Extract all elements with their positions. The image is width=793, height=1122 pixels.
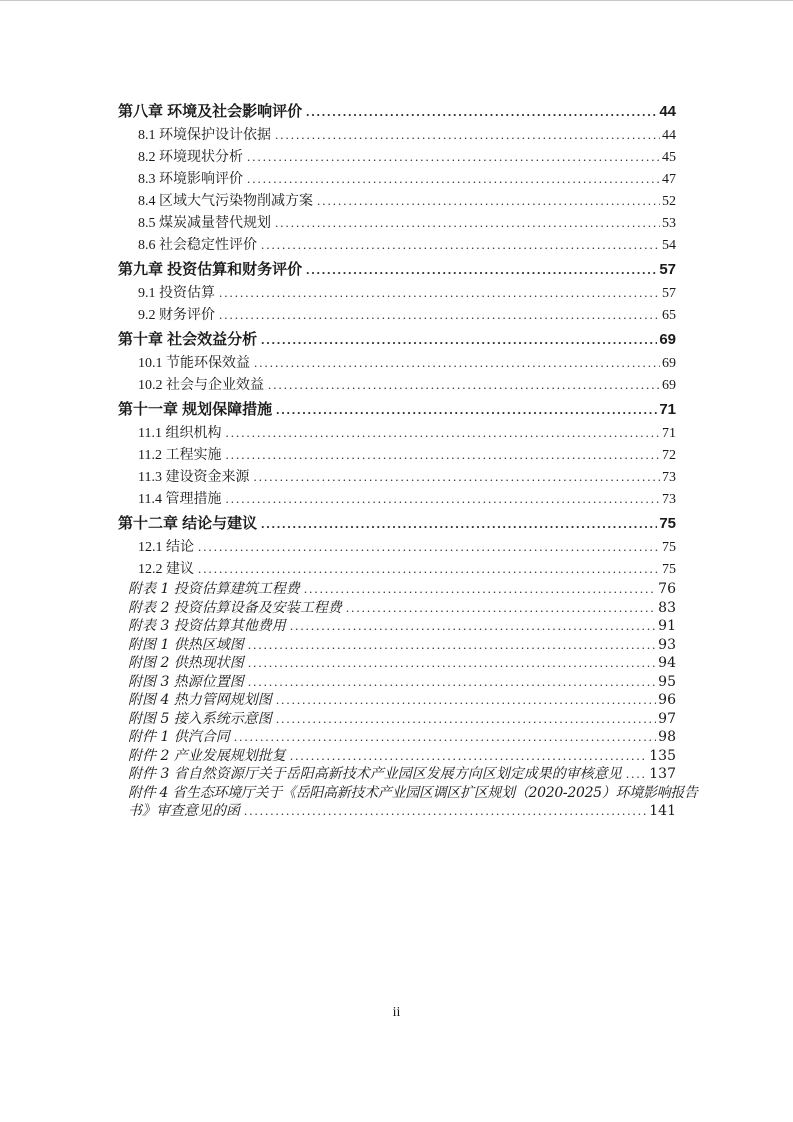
toc-entry-label: 8.3 环境影响评价	[138, 172, 243, 187]
toc-entry-page: 57	[662, 286, 676, 301]
toc-leader-dots	[225, 422, 660, 444]
toc-entry-label: 10.1 节能环保效益	[138, 356, 250, 371]
toc-entry-label: 8.6 社会稳定性评价	[138, 238, 257, 253]
toc-entry-label: 8.4 区域大气污染物削减方案	[138, 194, 313, 209]
toc-entry-label: 附图 4 热力管网规划图	[128, 692, 272, 708]
toc-leader-dots	[225, 488, 660, 510]
toc-leader-dots	[253, 466, 660, 488]
toc-entry-page: 141	[649, 803, 676, 819]
toc-entry[interactable]	[118, 654, 676, 673]
toc-entry-label: 9.2 财务评价	[138, 308, 215, 323]
toc-leader-dots	[276, 691, 656, 710]
toc-leader-dots	[304, 580, 656, 599]
toc-entry[interactable]	[118, 488, 676, 510]
toc-entry-label: 附件 2 产业发展规划批复	[128, 747, 286, 764]
toc-leader-dots	[244, 802, 647, 821]
toc-entry-label: 附件 1 供汽合同	[128, 729, 230, 745]
toc-leader-dots	[290, 747, 647, 766]
toc-entry-page: 73	[662, 492, 676, 507]
toc-entry[interactable]	[118, 599, 676, 618]
toc-leader-dots	[306, 101, 657, 122]
toc-entry[interactable]	[118, 710, 676, 729]
toc-leader-dots	[317, 190, 660, 212]
toc-leader-dots	[261, 329, 657, 350]
toc-entry[interactable]	[118, 259, 676, 280]
toc-entry-label: 附图 1 供热区域图	[128, 636, 244, 653]
toc-entry-label: 8.2 环境现状分析	[138, 150, 243, 165]
toc-entry-label: 附表 1 投资估算建筑工程费	[128, 581, 300, 597]
toc-entry-label: 第十一章 规划保障措施	[118, 401, 273, 418]
toc-leader-dots	[225, 444, 660, 466]
toc-entry[interactable]	[118, 101, 676, 122]
toc-entry-page: 69	[659, 331, 676, 348]
toc-entry[interactable]	[118, 168, 676, 190]
toc-entry[interactable]	[118, 190, 676, 212]
toc-entry[interactable]	[118, 765, 676, 784]
toc-entry[interactable]	[118, 422, 676, 444]
toc-entry[interactable]	[118, 329, 676, 350]
table-of-contents	[118, 101, 698, 821]
toc-leader-dots	[276, 399, 657, 420]
toc-entry[interactable]	[118, 728, 676, 747]
toc-entry[interactable]	[118, 636, 676, 655]
toc-entry-page: 72	[662, 448, 676, 463]
toc-entry-label: 12.2 建议	[138, 562, 194, 577]
toc-entry-page: 71	[662, 426, 676, 441]
toc-entry[interactable]	[118, 466, 676, 488]
toc-entry-page: 44	[659, 103, 676, 120]
toc-leader-dots	[247, 146, 660, 168]
toc-entry[interactable]	[118, 374, 676, 396]
toc-leader-dots	[306, 259, 657, 280]
toc-leader-dots	[275, 212, 660, 234]
toc-entry-page: 73	[662, 470, 676, 485]
toc-entry-page: 69	[662, 356, 676, 371]
toc-entry-page: 94	[658, 655, 676, 671]
toc-entry[interactable]	[118, 146, 676, 168]
toc-entry-label: 附图 2 供热现状图	[128, 655, 244, 671]
toc-entry-label: 12.1 结论	[138, 540, 194, 555]
toc-leader-dots	[248, 654, 656, 673]
toc-entry-label: 附件 4 省生态环境厅关于《岳阳高新技术产业园区调区扩区规划（2020-2025）环境影响报告	[128, 784, 698, 801]
toc-entry-label: 10.2 社会与企业效益	[138, 378, 264, 393]
toc-entry-label: 8.5 煤炭减量替代规划	[138, 216, 271, 231]
toc-entry-page: 53	[662, 216, 676, 231]
toc-leader-dots	[276, 710, 656, 729]
toc-entry-label: 第十章 社会效益分析	[118, 331, 258, 348]
toc-entry[interactable]	[118, 304, 676, 326]
toc-leader-dots	[219, 282, 660, 304]
toc-entry[interactable]	[118, 802, 676, 821]
toc-entry[interactable]	[118, 124, 676, 146]
toc-leader-dots	[234, 728, 656, 747]
toc-leader-dots	[198, 536, 660, 558]
toc-entry-page: 98	[658, 729, 676, 745]
toc-leader-dots	[626, 765, 647, 784]
toc-leader-dots	[261, 234, 660, 256]
toc-entry-page: 75	[662, 562, 676, 577]
toc-leader-dots	[248, 673, 656, 692]
toc-entry-page: 71	[659, 401, 676, 418]
toc-leader-dots	[198, 558, 660, 580]
toc-leader-dots	[254, 352, 660, 374]
toc-entry-label: 11.2 工程实施	[138, 448, 222, 463]
toc-entry[interactable]	[118, 536, 676, 558]
toc-entry-label-continuation: 书》审查意见的函	[128, 803, 240, 819]
toc-leader-dots	[268, 374, 660, 396]
toc-entry-label: 第九章 投资估算和财务评价	[118, 261, 303, 278]
toc-leader-dots	[248, 636, 656, 655]
toc-entry-label: 附图 5 接入系统示意图	[128, 710, 272, 727]
toc-entry[interactable]	[118, 558, 676, 580]
toc-entry-page: 69	[662, 378, 676, 393]
toc-entry-page: 76	[658, 581, 676, 597]
toc-entry-page: 47	[662, 172, 676, 187]
toc-entry[interactable]	[118, 784, 698, 803]
toc-entry-page: 57	[659, 261, 676, 278]
toc-entry-label: 附表 3 投资估算其他费用	[128, 618, 286, 634]
toc-entry-page: 96	[658, 692, 676, 708]
toc-entry-label: 11.4 管理措施	[138, 492, 222, 507]
toc-entry[interactable]	[118, 691, 676, 710]
toc-entry-label: 附表 2 投资估算设备及安装工程费	[128, 599, 342, 616]
toc-entry[interactable]	[118, 673, 676, 692]
toc-entry-page: 52	[662, 194, 676, 209]
toc-entry-page: 135	[649, 747, 676, 764]
toc-entry-label: 9.1 投资估算	[138, 286, 215, 301]
toc-entry-page: 75	[659, 515, 676, 532]
toc-entry-label: 附图 3 热源位置图	[128, 673, 244, 690]
toc-entry-label: 8.1 环境保护设计依据	[138, 128, 271, 143]
toc-entry-page: 65	[662, 308, 676, 323]
toc-entry-label: 附件 3 省自然资源厅关于岳阳高新技术产业园区发展方向区划定成果的审核意见	[128, 766, 622, 782]
toc-leader-dots	[219, 304, 660, 326]
toc-entry-page: 97	[658, 710, 676, 727]
toc-leader-dots	[290, 617, 656, 636]
toc-entry[interactable]	[118, 580, 676, 599]
toc-entry-label: 第八章 环境及社会影响评价	[118, 103, 303, 120]
toc-leader-dots	[247, 168, 660, 190]
toc-entry-label: 11.3 建设资金来源	[138, 470, 250, 485]
toc-entry-page: 95	[658, 673, 676, 690]
toc-entry[interactable]	[118, 747, 676, 766]
toc-entry[interactable]	[118, 212, 676, 234]
toc-entry-page: 75	[662, 540, 676, 555]
page-number-footer: ii	[392, 1005, 401, 1020]
toc-entry-page: 91	[658, 618, 676, 634]
toc-entry[interactable]	[118, 617, 676, 636]
toc-entry-label: 11.1 组织机构	[138, 426, 222, 441]
toc-entry[interactable]	[118, 513, 676, 534]
toc-entry-label: 第十二章 结论与建议	[118, 515, 258, 532]
toc-entry[interactable]	[118, 282, 676, 304]
toc-leader-dots	[346, 599, 656, 618]
toc-entry-page: 44	[662, 128, 676, 143]
toc-entry-page: 45	[662, 150, 676, 165]
toc-entry[interactable]	[118, 234, 676, 256]
toc-entry[interactable]	[118, 399, 676, 420]
toc-leader-dots	[275, 124, 660, 146]
toc-entry-page: 93	[658, 636, 676, 653]
toc-entry-page: 54	[662, 238, 676, 253]
toc-entry-page: 83	[658, 599, 676, 616]
toc-leader-dots	[261, 513, 657, 534]
toc-entry[interactable]	[118, 444, 676, 466]
toc-entry[interactable]	[118, 352, 676, 374]
toc-entry-page: 137	[649, 766, 676, 782]
